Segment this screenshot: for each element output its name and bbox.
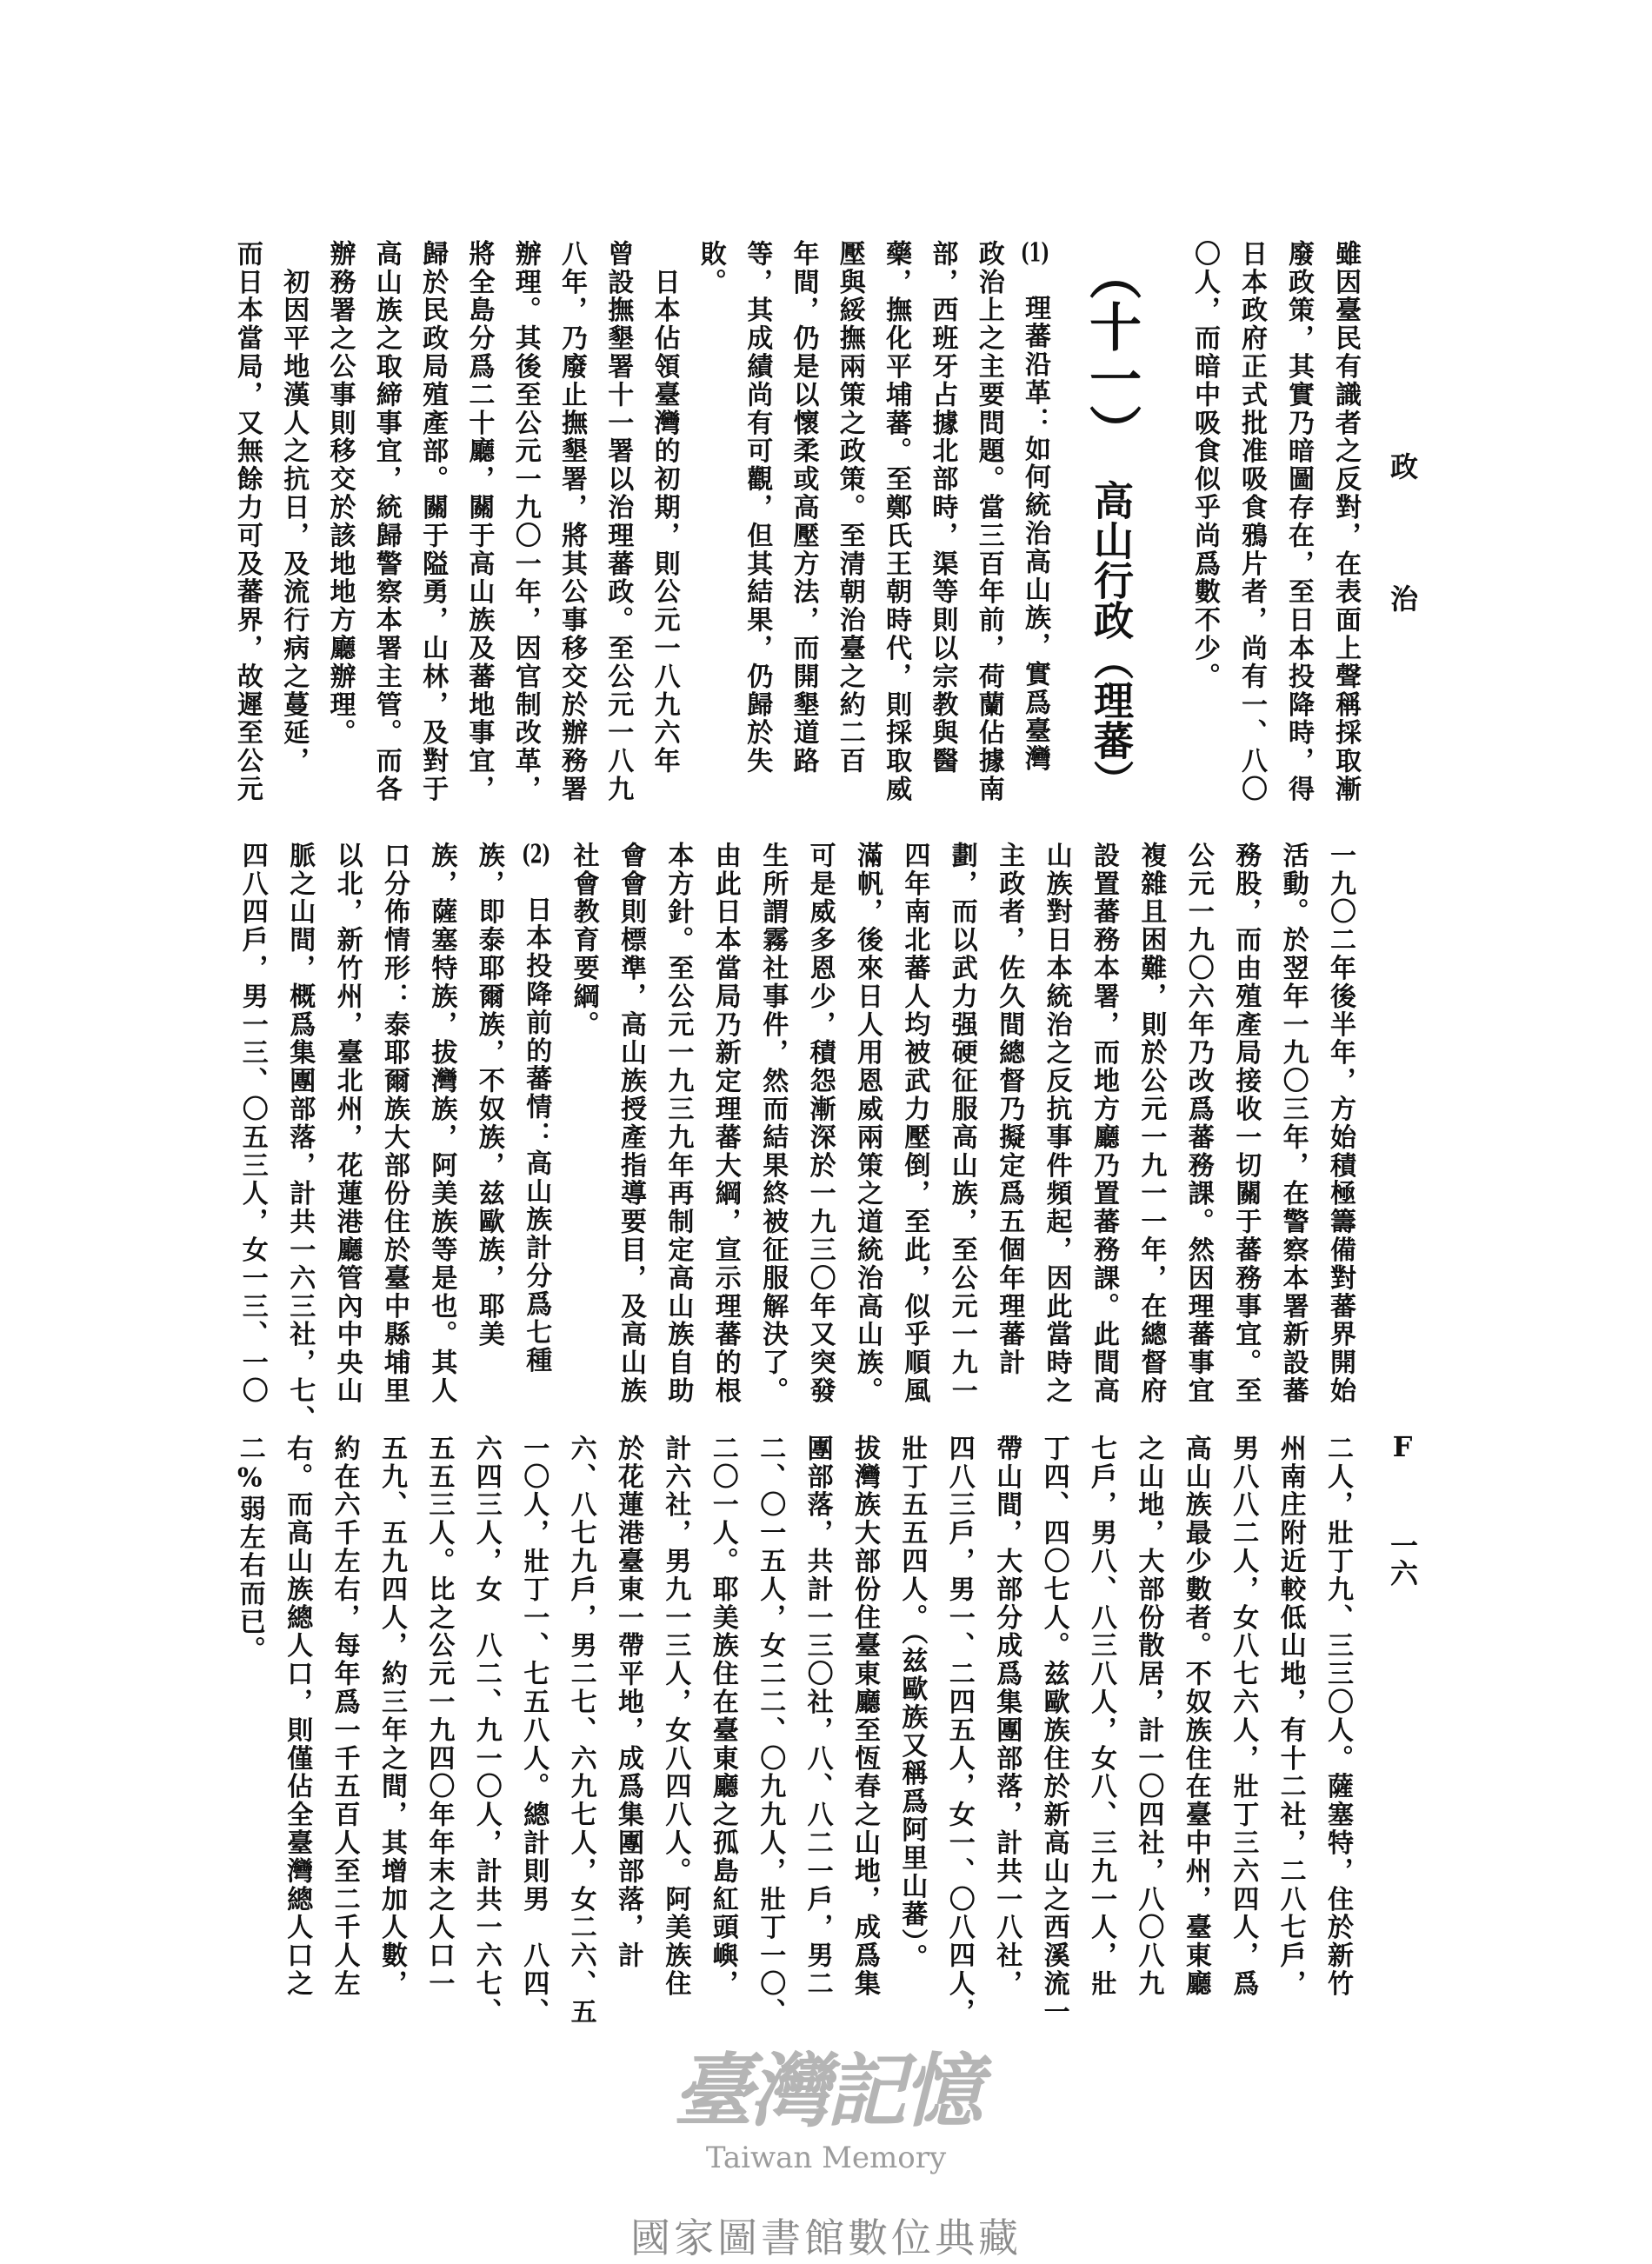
text-column: 一九〇二年後半年，方始積極籌備對蕃界開始 [1325, 842, 1356, 1405]
text-column: 日本佔領臺灣的初期，則公元一八九六年 [649, 240, 680, 776]
text-column: 活動。於翌年一九〇三年，在警察本署新設蕃 [1277, 842, 1309, 1405]
text-column: 於花蓮港臺東一帶平地，成爲集團部落，計 [613, 1435, 643, 1970]
text-column: 二〇一人。耶美族住在臺東廳之孤島紅頭嶼， [707, 1435, 738, 1998]
text-column: 右。而高山族總人口，則僅佔全臺灣總人口之 [282, 1435, 313, 1998]
text-column: 壓與綏撫兩策之政策。至清朝治臺之約二百 [834, 240, 865, 776]
text-column: 〇人，而暗中吸食似乎尚爲數不少。 [1189, 240, 1220, 691]
text-column: 山族對日本統治之反抗事件頻起，因此當時之 [1041, 842, 1072, 1405]
page-letter: F [1386, 1430, 1419, 1463]
text-column: 高山族之取締事宜，統歸警察本署主管。而各 [370, 240, 402, 803]
text-column: 脈之山間，概爲集團部落，計共一六三社，七、 [284, 842, 316, 1434]
page-number: 一六 [1386, 1531, 1419, 1587]
text-column: 男八八二人，女八七六人，壯丁三六四人，爲 [1228, 1435, 1259, 1998]
subsection-number: (1) [1021, 240, 1049, 266]
text-column [1021, 240, 1049, 773]
text-column: 劃，而以武力强硬征服高山族，至公元一九一 [946, 842, 977, 1405]
text-column: 主政者，佐久間總督乃擬定爲五個年理蕃計 [994, 842, 1025, 1377]
watermark-footer: 國家圖書館數位典藏 [630, 2214, 1022, 2261]
text-column: 一〇人，壯丁一、七五八人。總計則男 八四、 [518, 1435, 550, 2027]
text-column: 初因平地漢人之抗日，及流行病之蔓延， [278, 240, 310, 776]
section-title: 高山行政（理蕃） [1088, 480, 1135, 800]
text-column: 丁四、四〇七人。兹歐族住於新高山之西溪流一 [1038, 1435, 1069, 2027]
text-column: 生所謂霧社事件，然而結果終被征服解決了。 [757, 842, 789, 1405]
text-column: 約在六千左右，每年爲一千五百人至二千人左 [329, 1435, 360, 1998]
text-column: 部，西班牙占據北部時，渠等則以宗教與醫 [927, 240, 958, 776]
text-column: 二、〇一五人，女二二、〇九九人，壯丁一〇、 [755, 1435, 786, 2027]
text-column: 曾設撫墾署十一署以治理蕃政。至公元一八九 [603, 240, 634, 803]
text-column: 口分佈情形：泰耶爾族大部份住於臺中縣埔里 [379, 842, 410, 1405]
text-column: 政治上之主要問題。當三百年前，荷蘭佔據南 [973, 240, 1004, 803]
text-column: 務股，而由殖產局接收一切關于蕃務事宜。至 [1230, 842, 1262, 1405]
subsection-text: ：如何統治高山族，實爲臺灣 [1020, 407, 1050, 774]
text-column: 廢政策，其實乃暗圖存在，至日本投降時，得 [1283, 240, 1314, 803]
text-column: 七戶，男八、八三八人，女八、三九一人，壯 [1086, 1435, 1116, 1998]
text-column: 州南庄附近較低山地，有十二社，二八七戶， [1275, 1435, 1306, 1998]
text-column: 複雜且困難，則於公元一九一一年，在總督府 [1136, 842, 1167, 1405]
text-column: 二人，壯丁九、三三〇人。薩塞特，住於新竹 [1322, 1435, 1353, 1998]
text-column: 會會則標準，高山族授產指導要目，及高山族 [616, 842, 646, 1405]
subsection-title: 日本投降前的蕃情 [521, 896, 552, 1122]
text-column: 辦理。其後至公元一九〇一年，因官制改革， [510, 240, 541, 803]
section-number: （十一） [1081, 248, 1142, 456]
text-column [522, 842, 550, 1375]
text-column: 雖因臺民有識者之反對，在表面上聲稱採取漸 [1330, 240, 1361, 803]
text-column: 由此日本當局乃新定理蕃大綱，宣示理蕃的根 [709, 842, 741, 1405]
text-column: 歸於民政局殖產部。關于隘勇，山林，及對于 [417, 240, 449, 803]
text-column: 壯丁五五四人。（兹歐族又稱爲阿里山蕃）。 [896, 1435, 928, 1972]
text-column: 滿帆，後來日人用恩威兩策之道統治高山族。 [852, 842, 883, 1405]
text-column: 四八三戶，男一、二四五人，女一、〇八四人， [943, 1435, 975, 2027]
text-column: 公元一九〇六年乃改爲蕃務課。然因理蕃事宜 [1182, 842, 1214, 1405]
subsection-number: (2) [522, 842, 551, 868]
text-column: 將全島分爲二十廳，關于高山族及蕃地事宜， [463, 240, 495, 803]
text-column: 族，即泰耶爾族，不奴族，兹歐族，耶美 [473, 842, 504, 1349]
text-column: 四年南北蕃人均被武力壓倒，至此，似乎順風 [899, 842, 930, 1405]
text-column: 五五三人。比之公元一九四〇年年末之人口一 [423, 1435, 455, 1998]
text-column: 團部落，共計一三〇社，八、八二一戶，男二 [802, 1435, 833, 1998]
text-column: 族，薩塞特族，拔灣族，阿美族等是也。其人 [426, 842, 457, 1405]
text-column: 高山族最少數者。不奴族住在臺中州，臺東廳 [1180, 1435, 1211, 1998]
text-column: 六四三人，女 八二、九一〇人，計共一六七、 [470, 1435, 502, 2027]
text-column: 帶山間，大部分成爲集團部落，計共一八社， [991, 1435, 1023, 1998]
text-column: 八年，乃廢止撫墾署，將其公事移交於辦務署 [556, 240, 587, 803]
text-column: 日本政府正式批准吸食鴉片者，尚有一、八〇 [1236, 240, 1267, 803]
watermark-logo [635, 2043, 1017, 2195]
text-column: 藥，撫化平埔蕃。至鄭氏王朝時代，則採取威 [881, 240, 912, 803]
section-heading [1082, 248, 1140, 800]
text-column: 而日本當局，又無餘力可及蕃界，故遲至公元 [231, 240, 263, 803]
text-column: 年間，仍是以懷柔或高壓方法，而開墾道路 [788, 240, 819, 776]
text-column: 辦務署之公事則移交於該地地方廳辦理。 [324, 240, 356, 748]
text-column: 社會教育要綱。 [568, 842, 599, 1039]
subsection-title: 理蕃沿革 [1020, 294, 1050, 408]
watermark-logo-en: Taiwan Memory [705, 2141, 947, 2175]
subsection-text: ：高山族計分爲七種 [521, 1121, 552, 1375]
running-header-section: 政治 [1386, 452, 1419, 716]
text-column: 二%弱左右而已。 [234, 1435, 265, 1665]
text-column: 敗。 [695, 240, 726, 296]
text-column: 本方針。至公元一九三九年再制定高山族自助 [663, 842, 694, 1405]
text-column: 計六社，男九一三人，女八四八人。阿美族住 [660, 1435, 691, 1998]
text-column: 四八四戶，男一三、〇五三人，女一三、一〇 [236, 842, 268, 1405]
text-column: 可是威多恩少，積怨漸深於一九三〇年又突發 [804, 842, 836, 1405]
watermark-logo-cn: 臺灣記憶 [672, 2044, 979, 2138]
text-column: 六、八七九戶，男二七、六九七人，女二六、五 [565, 1435, 596, 2027]
text-column: 之山地，大部份散居，計一〇四社，八〇八九 [1133, 1435, 1164, 1998]
text-column: 設置蕃務本署，而地方廳乃置蕃務課。此間高 [1089, 842, 1119, 1405]
text-column: 等，其成績尚有可觀，但其結果，仍歸於失 [742, 240, 773, 776]
text-column: 五九、五九四人，約三年之間，其增加人數， [376, 1435, 407, 1998]
text-column: 以北，新竹州，臺北州，花蓮港廳管內中央山 [331, 842, 363, 1405]
running-header-page [1382, 1430, 1422, 1587]
text-column: 拔灣族大部份住臺東廳至恆春之山地，成爲集 [849, 1435, 880, 1998]
